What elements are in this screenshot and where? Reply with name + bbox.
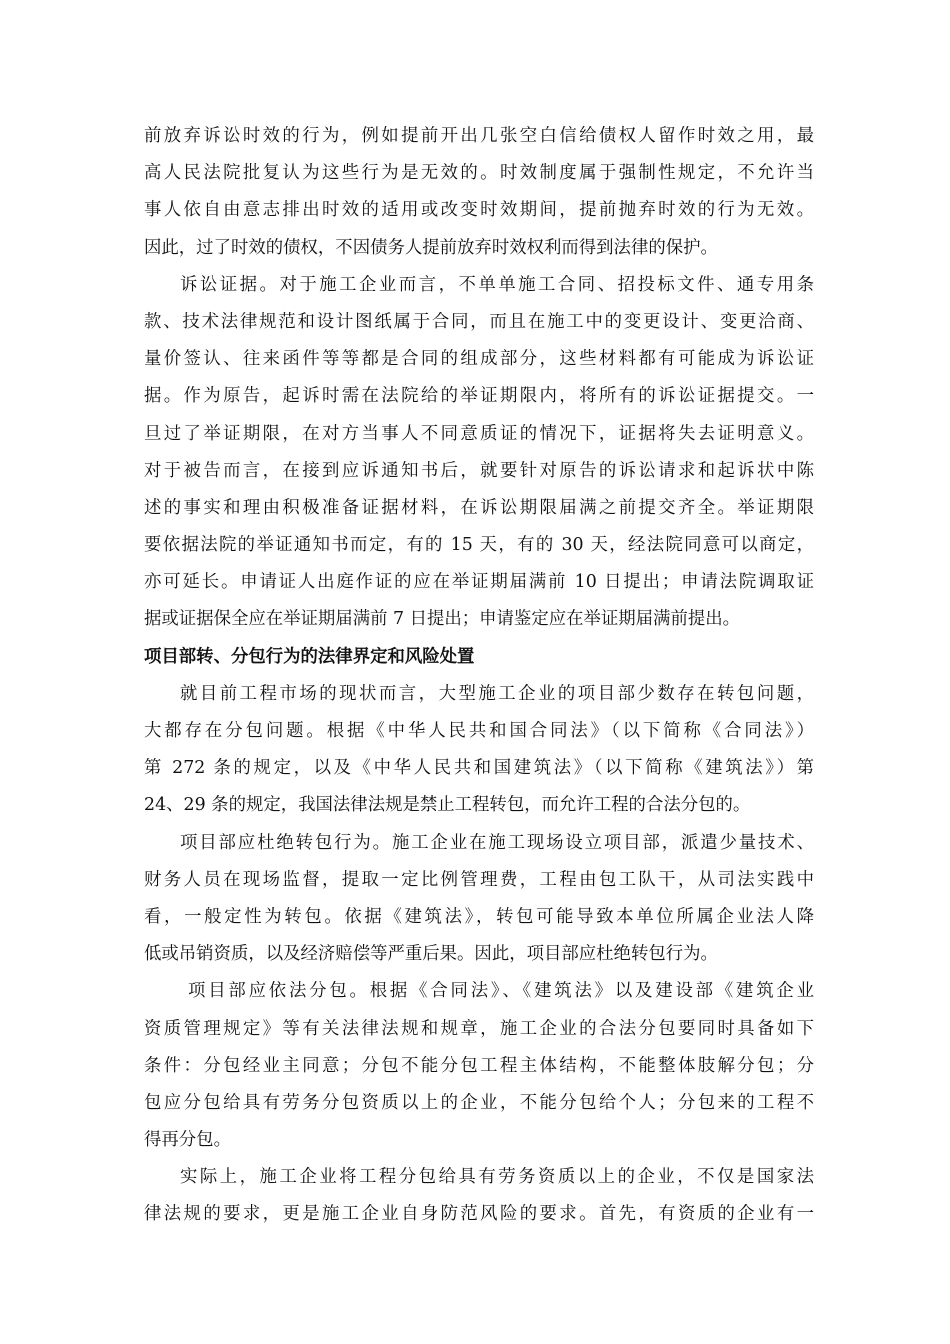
section-heading: 项目部转、分包行为的法律界定和风险处置	[144, 646, 475, 667]
paragraph-first-line: 项目部应依法分包。根据《合同法》、《建筑法》以及建设部《建筑企业	[188, 981, 814, 1002]
text-line: 因此，过了时效的债权，不因债务人提前放弃时效权利而得到法律的保护。	[144, 237, 718, 258]
text-line: 据。作为原告，起诉时需在法院给的举证期限内，将所有的诉讼证据提交。一	[144, 386, 814, 407]
text-line: 资质管理规定》等有关法律法规和规章，施工企业的合法分包要同时具备如下	[144, 1018, 814, 1039]
text-line: 第 272 条的规定，以及《中华人民共和国建筑法》（以下简称《建筑法》）第	[144, 758, 814, 779]
text-line: 款、技术法律规范和设计图纸属于合同，而且在施工中的变更设计、变更洽商、	[144, 311, 814, 332]
text-line: 述的事实和理由积极准备证据材料，在诉讼期限届满之前提交齐全。举证期限	[144, 497, 814, 518]
paragraph-first-line: 实际上，施工企业将工程分包给具有劳务资质以上的企业，不仅是国家法	[180, 1167, 814, 1188]
paragraph-first-line: 就目前工程市场的现状而言，大型施工企业的项目部少数存在转包问题，	[180, 683, 814, 704]
text-line: 看，一般定性为转包。依据《建筑法》，转包可能导致本单位所属企业法人降	[144, 906, 814, 927]
text-line: 包应分包给具有劳务分包资质以上的企业，不能分包给个人；分包来的工程不	[144, 1092, 814, 1113]
text-line: 据或证据保全应在举证期届满前 7 日提出；申请鉴定应在举证期届满前提出。	[144, 609, 741, 630]
text-line: 大都存在分包问题。根据《中华人民共和国合同法》（以下简称《合同法》）	[144, 721, 814, 741]
text-line: 亦可延长。申请证人出庭作证的应在举证期届满前 10 日提出；申请法院调取证	[144, 572, 814, 593]
text-line: 旦过了举证期限，在对方当事人不同意质证的情况下，证据将失去证明意义。	[144, 423, 814, 444]
text-line: 财务人员在现场监督，提取一定比例管理费，工程由包工队干，从司法实践中	[144, 869, 814, 890]
text-line: 事人依自由意志排出时效的适用或改变时效期间，提前抛弃时效的行为无效。	[144, 200, 814, 221]
text-line: 得再分包。	[144, 1130, 231, 1151]
text-line: 前放弃诉讼时效的行为，例如提前开出几张空白信给债权人留作时效之用，最	[144, 126, 814, 146]
paragraph-first-line: 诉讼证据。对于施工企业而言，不单单施工合同、招投标文件、通专用条	[180, 274, 814, 295]
text-line: 对于被告而言，在接到应诉通知书后，就要针对原告的诉讼请求和起诉状中陈	[144, 460, 814, 481]
text-line: 低或吊销资质，以及经济赔偿等严重后果。因此，项目部应杜绝转包行为。	[144, 944, 718, 965]
paragraph-first-line: 项目部应杜绝转包行为。施工企业在施工现场设立项目部，派遣少量技术、	[180, 832, 814, 853]
text-line: 要依据法院的举证通知书而定，有的 15 天，有的 30 天，经法院同意可以商定，	[144, 535, 814, 556]
text-line: 量价签认、往来函件等等都是合同的组成部分，这些材料都有可能成为诉讼证	[144, 349, 814, 370]
text-line: 条件：分包经业主同意；分包不能分包工程主体结构，不能整体肢解分包；分	[144, 1055, 814, 1076]
text-line: 高人民法院批复认为这些行为是无效的。时效制度属于强制性规定，不允许当	[144, 163, 814, 184]
text-line: 律法规的要求，更是施工企业自身防范风险的要求。首先，有资质的企业有一	[144, 1204, 814, 1225]
text-line: 24、29 条的规定，我国法律法规是禁止工程转包，而允许工程的合法分包的。	[144, 795, 751, 816]
document-page	[144, 118, 814, 1234]
